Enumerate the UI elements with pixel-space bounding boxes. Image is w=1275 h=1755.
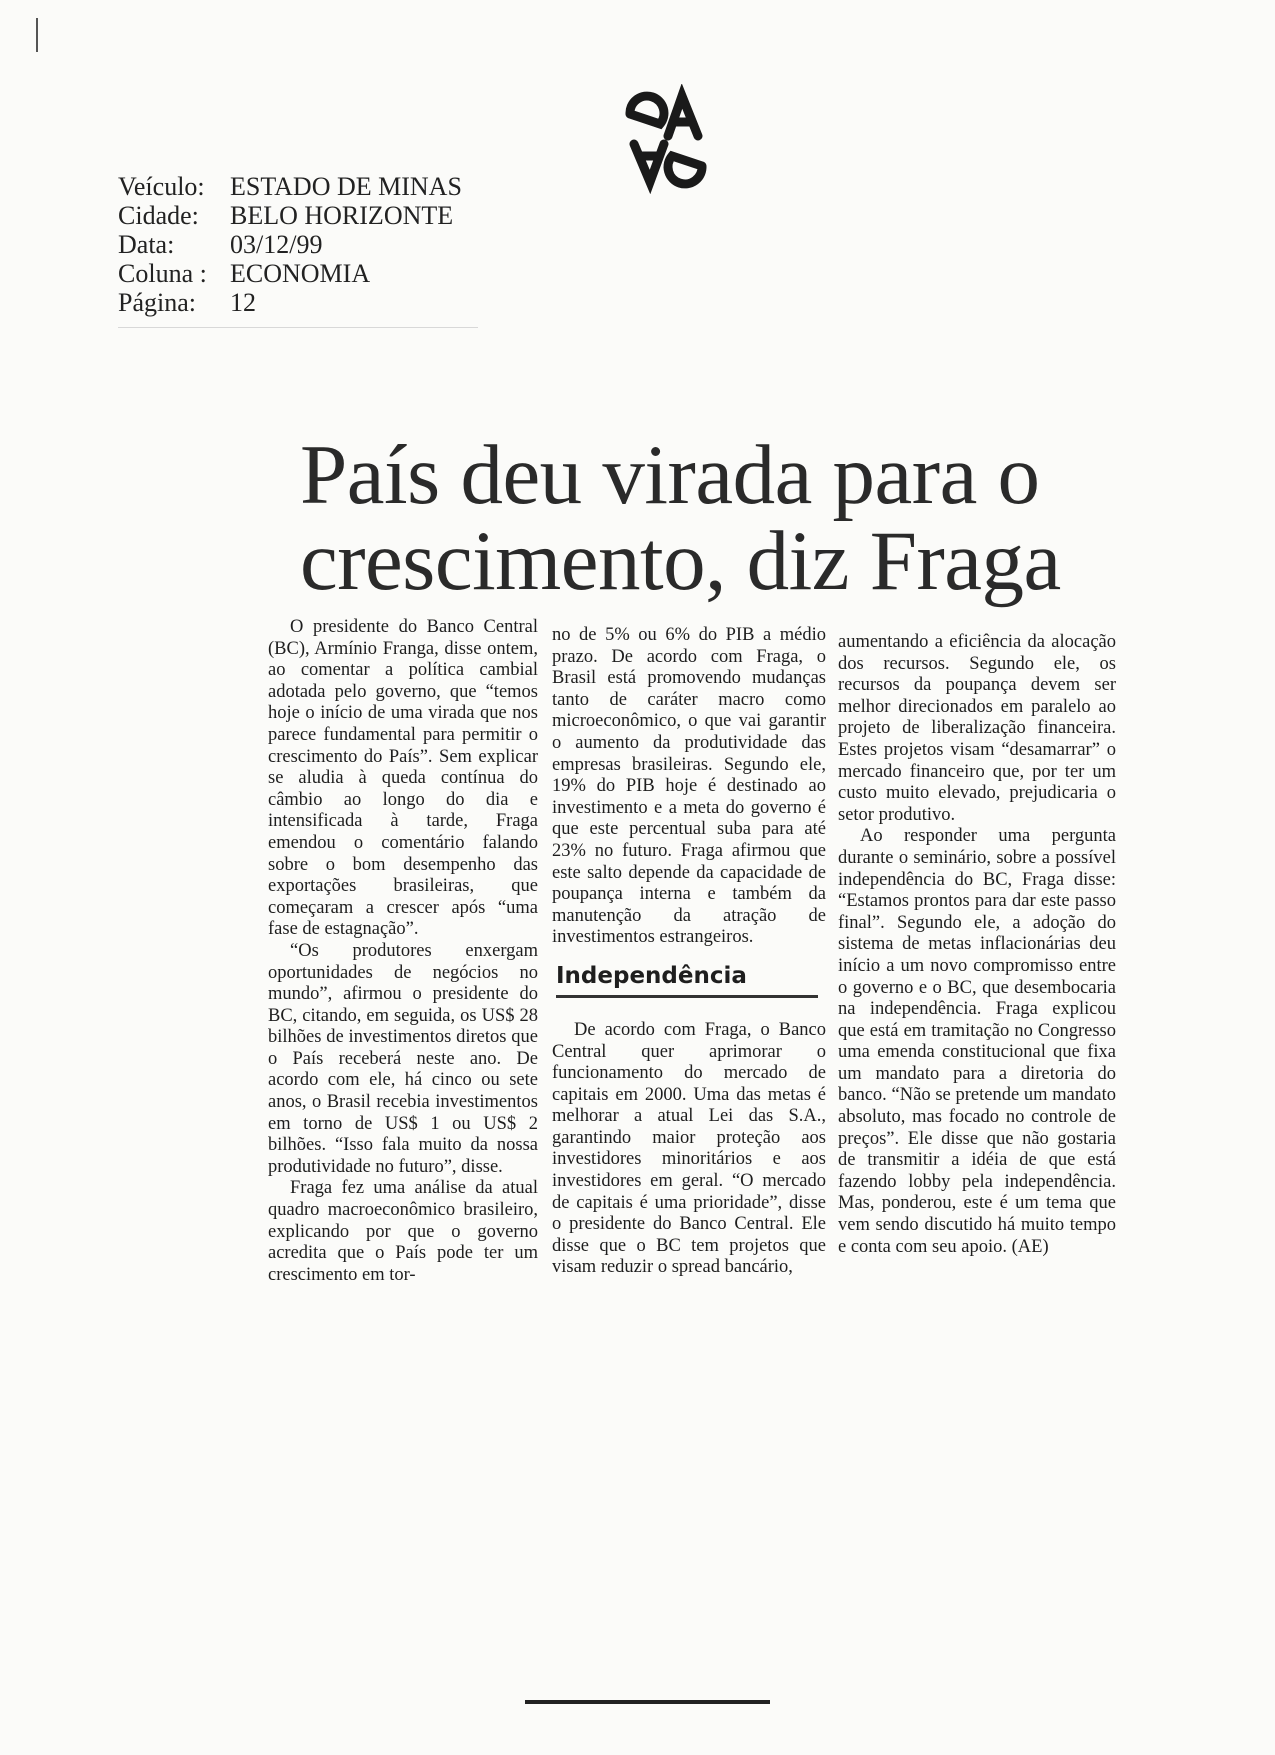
meta-row-pagina: [118, 288, 462, 317]
article-paragraph: “Os produtores enxergam oportunidades de negócios no mundo”, afirmou o presidente do BC, citando, em seguida, os US$ 28 bilhões de investimentos diretos que o País receberá neste ano. De acordo com ele, há cinco ou sete anos, o Brasil recebia investimentos em torno de US$ 1 ou US$ 2 bilhões. “Isso fala muito da nossa produtividade no futuro”, disse.: [268, 940, 538, 1177]
section-subhead: Independência: [556, 961, 818, 998]
scan-edge-mark: [36, 18, 38, 52]
meta-row-coluna: [118, 259, 462, 288]
bottom-divider: [525, 1700, 770, 1704]
meta-value: BELO HORIZONTE: [230, 201, 454, 230]
meta-row-cidade: [118, 201, 462, 230]
meta-label: Coluna :: [118, 259, 207, 288]
meta-label: Data:: [118, 230, 175, 259]
article-column-2: [552, 625, 826, 1279]
meta-value: 03/12/99: [230, 230, 323, 259]
meta-value: ECONOMIA: [230, 259, 371, 288]
meta-label: Cidade:: [118, 201, 199, 230]
article-paragraph: no de 5% ou 6% do PIB a médio prazo. De acordo com Fraga, o Brasil está promovendo mudanças tanto de caráter macro como microeconômico, o que vai garantir o aumento da produtividade das empresas brasileiras. Segundo ele, 19% do PIB hoje é destinado ao investimento e a meta do governo é que este percentual suba para até 23% no futuro. Fraga afirmou que este salto depende da capacidade de poupança interna e também da manutenção da atração de investimentos estrangeiros.: [552, 625, 826, 948]
meta-row-veiculo: [118, 172, 462, 201]
article-headline: País deu virada para o crescimento, diz Fraga: [300, 428, 1061, 608]
meta-value: ESTADO DE MINAS: [230, 172, 462, 201]
meta-value: 12: [230, 288, 256, 317]
meta-row-data: [118, 230, 462, 259]
meta-label: Página:: [118, 288, 196, 317]
article-paragraph: aumentando a eficiência da alocação dos recursos. Segundo ele, os recursos da poupança devem ser melhor direcionados em paralelo ao projeto de liberalização financeira. Estes projetos visam “desamarrar” o mercado financeiro que, por ter um custo muito elevado, prejudicaria o setor produtivo.: [838, 632, 1116, 825]
meta-label: Veículo:: [118, 172, 205, 201]
article-paragraph: O presidente do Banco Central (BC), Armínio Franga, disse ontem, ao comentar a política cambial adotada pelo governo, que “temos hoje o início de uma virada que nos parece fundamental para permitir o crescimento do País”. Sem explicar se aludia à queda contínua do câmbio ao longo do dia e intensificada à tarde, Fraga emendou o comentário falando sobre o bom desempenho das exportações brasileiras, que começaram a crescer após “uma fase de estagnação”.: [268, 617, 538, 940]
article-paragraph: Fraga fez uma análise da atual quadro macroeconômico brasileiro, explicando por que o governo acredita que o País pode ter um crescimento em tor-: [268, 1178, 538, 1285]
article-column-3: [838, 632, 1116, 1258]
article-paragraph: De acordo com Fraga, o Banco Central quer aprimorar o funcionamento do mercado de capitais em 2000. Uma das metas é melhorar a atual Lei das S.A., garantindo maior proteção aos investidores minoritários e aos investidores em geral. “O mercado de capitais é uma prioridade”, disse o presidente do Banco Central. Ele disse que o BC tem projetos que visam reduzir o spread bancário,: [552, 1019, 826, 1278]
article-paragraph: Ao responder uma pergunta durante o seminário, sobre a possível independência do BC, Fraga disse: “Estamos prontos para dar este passo final”. Segundo ele, a adoção do sistema de metas inflacionárias deu início a um novo compromisso entre o governo e o BC, que desembocaria na independência. Fraga explicou que está em tramitação no Congresso uma emenda constitucional que fixa um mandato para a diretoria do banco. “Não se pretende um mandato absoluto, mas focado no controle de preços”. Ele disse que não gostaria de transmitir a idéia de que está fazendo lobby pela independência. Mas, ponderou, este é um tema que vem sendo discutido há muito tempo e conta com seu apoio. (AE): [838, 826, 1116, 1257]
article-column-1: [268, 617, 538, 1286]
clipping-metadata: [118, 172, 462, 317]
meta-divider: [118, 327, 478, 328]
agency-logo: [620, 84, 712, 194]
